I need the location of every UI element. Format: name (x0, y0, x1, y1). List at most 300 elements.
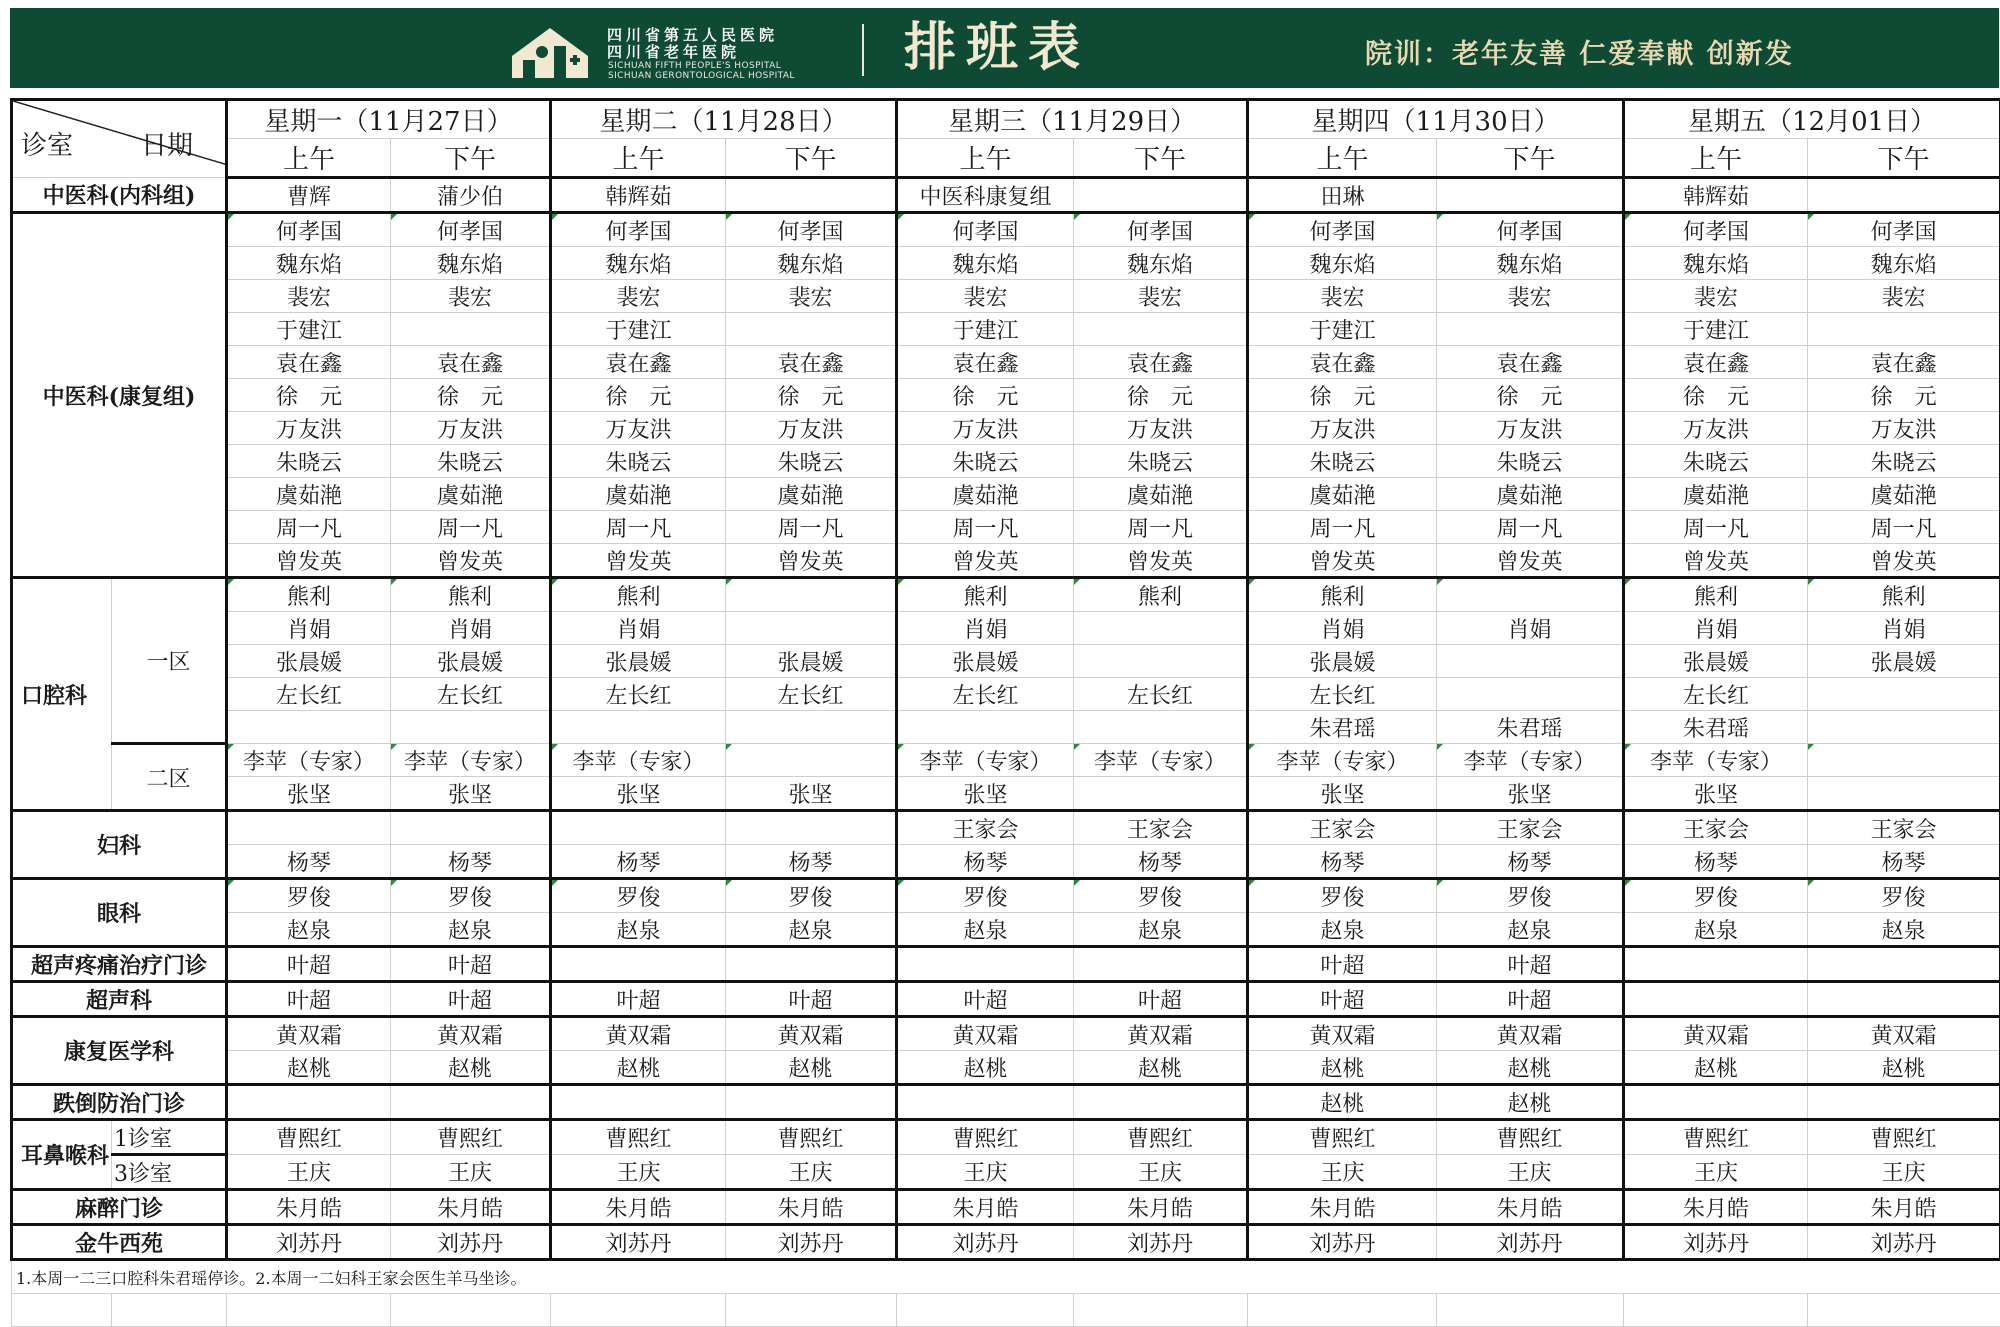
schedule-cell: 朱君瑶 (1248, 711, 1437, 744)
schedule-cell: 张坚 (726, 777, 897, 811)
schedule-cell (726, 578, 897, 612)
schedule-cell: 虞茹滟 (726, 478, 897, 511)
schedule-cell: 熊利 (227, 578, 391, 612)
schedule-cell: 赵桃 (1437, 1051, 1624, 1085)
schedule-cell: 何孝国 (726, 213, 897, 247)
schedule-cell: 赵泉 (897, 913, 1074, 947)
schedule-cell: 李苹（专家） (551, 744, 726, 777)
schedule-cell: 杨琴 (1074, 845, 1248, 879)
schedule-cell: 万友洪 (1074, 412, 1248, 445)
schedule-cell: 曾发英 (1624, 544, 1808, 578)
schedule-cell: 叶超 (1437, 947, 1624, 982)
schedule-cell: 魏东焰 (1074, 247, 1248, 280)
schedule-cell (1624, 947, 1808, 982)
schedule-cell: 张晨媛 (1624, 645, 1808, 678)
schedule-cell: 叶超 (1074, 982, 1248, 1017)
table-row (12, 178, 2000, 213)
department-cell: 中医科(内科组) (12, 178, 227, 213)
table-row (12, 478, 2000, 511)
schedule-cell: 张晨媛 (726, 645, 897, 678)
schedule-cell: 叶超 (391, 982, 551, 1017)
schedule-cell: 刘苏丹 (1074, 1225, 1248, 1260)
schedule-cell: 赵桃 (1248, 1051, 1437, 1085)
schedule-cell: 赵泉 (1624, 913, 1808, 947)
schedule-cell: 罗俊 (1437, 879, 1624, 913)
schedule-cell: 朱月皓 (391, 1190, 551, 1225)
schedule-cell (897, 947, 1074, 982)
schedule-cell: 虞茹滟 (1624, 478, 1808, 511)
schedule-cell: 曾发英 (1074, 544, 1248, 578)
table-row (12, 1017, 2000, 1051)
schedule-cell (1074, 313, 1248, 346)
schedule-cell: 朱月皓 (726, 1190, 897, 1225)
schedule-cell (1808, 313, 2000, 346)
day-header: 星期五（12月01日） (1624, 100, 2000, 139)
schedule-cell: 袁在鑫 (1624, 346, 1808, 379)
schedule-cell: 袁在鑫 (227, 346, 391, 379)
schedule-cell: 杨琴 (1248, 845, 1437, 879)
table-row (12, 412, 2000, 445)
schedule-cell: 何孝国 (897, 213, 1074, 247)
schedule-cell (551, 811, 726, 845)
schedule-cell: 中医科康复组 (897, 178, 1074, 213)
table-row (12, 1120, 2000, 1155)
schedule-cell: 徐 元 (1437, 379, 1624, 412)
schedule-cell: 袁在鑫 (391, 346, 551, 379)
schedule-cell: 王家会 (897, 811, 1074, 845)
schedule-cell (1808, 678, 2000, 711)
schedule-cell: 何孝国 (391, 213, 551, 247)
schedule-cell: 袁在鑫 (1248, 346, 1437, 379)
schedule-cell (1074, 1085, 1248, 1120)
schedule-cell: 左长红 (1624, 678, 1808, 711)
schedule-cell (551, 947, 726, 982)
table-row (12, 247, 2000, 280)
schedule-cell: 左长红 (391, 678, 551, 711)
schedule-cell: 朱月皓 (1808, 1190, 2000, 1225)
pm-header: 下午 (1074, 139, 1248, 178)
schedule-cell: 叶超 (227, 947, 391, 982)
schedule-cell: 黄双霜 (227, 1017, 391, 1051)
schedule-cell: 徐 元 (1808, 379, 2000, 412)
schedule-cell: 赵泉 (1808, 913, 2000, 947)
schedule-cell: 赵桃 (726, 1051, 897, 1085)
schedule-cell: 朱君瑶 (1437, 711, 1624, 744)
schedule-cell: 熊利 (1074, 578, 1248, 612)
schedule-cell: 叶超 (1248, 982, 1437, 1017)
schedule-cell (726, 313, 897, 346)
department-cell: 超声科 (12, 982, 227, 1017)
schedule-cell: 王家会 (1437, 811, 1624, 845)
schedule-cell: 叶超 (391, 947, 551, 982)
table-corner-cell (12, 100, 227, 178)
am-header: 上午 (897, 139, 1074, 178)
blank-cell (1624, 1294, 1808, 1327)
corner-date-label: 日期 (141, 125, 193, 162)
schedule-cell: 朱月皓 (897, 1190, 1074, 1225)
schedule-cell: 韩辉茹 (1624, 178, 1808, 213)
schedule-cell: 万友洪 (551, 412, 726, 445)
table-row (12, 879, 2000, 913)
day-header-row (12, 100, 2000, 139)
schedule-cell: 魏东焰 (897, 247, 1074, 280)
department-cell: 耳鼻喉科 (12, 1120, 112, 1190)
subsection-cell: 1诊室 (112, 1120, 227, 1155)
schedule-cell: 朱晓云 (1437, 445, 1624, 478)
blank-cell (112, 1294, 227, 1327)
schedule-cell: 万友洪 (1624, 412, 1808, 445)
schedule-cell: 刘苏丹 (1808, 1225, 2000, 1260)
table-row (12, 445, 2000, 478)
schedule-cell: 肖娟 (227, 612, 391, 645)
schedule-cell: 王庆 (551, 1155, 726, 1190)
department-cell: 中医科(康复组) (12, 213, 227, 578)
schedule-cell: 叶超 (1248, 947, 1437, 982)
schedule-cell: 曾发英 (1437, 544, 1624, 578)
am-header: 上午 (1248, 139, 1437, 178)
schedule-cell: 黄双霜 (897, 1017, 1074, 1051)
schedule-cell: 曹辉 (227, 178, 391, 213)
schedule-cell: 朱晓云 (1808, 445, 2000, 478)
schedule-cell: 魏东焰 (1248, 247, 1437, 280)
schedule-cell (1074, 612, 1248, 645)
schedule-cell: 周一凡 (1074, 511, 1248, 544)
table-row (12, 578, 2000, 612)
hospital-name-cn-1: 四川省第五人民医院 (607, 24, 778, 45)
schedule-cell (1074, 947, 1248, 982)
schedule-cell: 刘苏丹 (1437, 1225, 1624, 1260)
table-row (12, 744, 2000, 777)
note-row (12, 1260, 2000, 1294)
schedule-cell (1074, 777, 1248, 811)
hospital-name-en-2: SICHUAN GERONTOLOGICAL HOSPITAL (608, 71, 795, 81)
schedule-cell: 朱君瑶 (1624, 711, 1808, 744)
schedule-cell (1074, 711, 1248, 744)
schedule-cell: 王庆 (1248, 1155, 1437, 1190)
table-row (12, 1190, 2000, 1225)
schedule-cell: 王庆 (391, 1155, 551, 1190)
schedule-cell: 虞茹滟 (1074, 478, 1248, 511)
schedule-cell: 罗俊 (897, 879, 1074, 913)
schedule-cell (1808, 711, 2000, 744)
hospital-motto: 院训：老年友善 仁爱奉献 创新发 (1365, 32, 1794, 71)
blank-row (12, 1294, 2000, 1327)
schedule-cell: 肖娟 (1248, 612, 1437, 645)
table-row (12, 777, 2000, 811)
schedule-cell: 黄双霜 (1248, 1017, 1437, 1051)
schedule-cell: 杨琴 (227, 845, 391, 879)
schedule-cell: 袁在鑫 (551, 346, 726, 379)
schedule-cell: 熊利 (1624, 578, 1808, 612)
department-cell: 妇科 (12, 811, 227, 879)
schedule-cell: 万友洪 (1808, 412, 2000, 445)
schedule-cell: 肖娟 (1437, 612, 1624, 645)
schedule-cell: 刘苏丹 (1248, 1225, 1437, 1260)
schedule-cell: 朱晓云 (1248, 445, 1437, 478)
schedule-cell: 肖娟 (391, 612, 551, 645)
schedule-cell: 朱月皓 (1437, 1190, 1624, 1225)
schedule-cell: 杨琴 (897, 845, 1074, 879)
header-banner (10, 8, 1999, 88)
schedule-cell: 虞茹滟 (897, 478, 1074, 511)
schedule-cell: 虞茹滟 (551, 478, 726, 511)
schedule-cell (1624, 1085, 1808, 1120)
schedule-cell: 熊利 (1248, 578, 1437, 612)
schedule-cell: 黄双霜 (391, 1017, 551, 1051)
schedule-cell: 张坚 (1624, 777, 1808, 811)
schedule-cell: 黄双霜 (1074, 1017, 1248, 1051)
subsection-cell: 3诊室 (112, 1155, 227, 1190)
department-cell: 超声疼痛治疗门诊 (12, 947, 227, 982)
schedule-cell: 魏东焰 (227, 247, 391, 280)
schedule-cell: 何孝国 (1808, 213, 2000, 247)
schedule-cell: 罗俊 (391, 879, 551, 913)
schedule-sheet (10, 8, 1999, 1327)
schedule-cell: 曾发英 (227, 544, 391, 578)
department-cell: 麻醉门诊 (12, 1190, 227, 1225)
schedule-cell: 万友洪 (1437, 412, 1624, 445)
schedule-cell: 曹熙红 (1248, 1120, 1437, 1155)
half-day-header-row (12, 139, 2000, 178)
schedule-cell: 王庆 (726, 1155, 897, 1190)
pm-header: 下午 (726, 139, 897, 178)
schedule-cell: 李苹（专家） (1248, 744, 1437, 777)
schedule-cell (551, 1085, 726, 1120)
schedule-cell: 张坚 (391, 777, 551, 811)
schedule-cell: 韩辉茹 (551, 178, 726, 213)
schedule-cell: 王庆 (1437, 1155, 1624, 1190)
schedule-cell (726, 947, 897, 982)
schedule-cell (1437, 313, 1624, 346)
schedule-cell: 黄双霜 (1624, 1017, 1808, 1051)
schedule-cell: 王家会 (1624, 811, 1808, 845)
schedule-cell: 万友洪 (726, 412, 897, 445)
schedule-cell: 王庆 (1808, 1155, 2000, 1190)
schedule-cell: 万友洪 (227, 412, 391, 445)
schedule-cell: 黄双霜 (551, 1017, 726, 1051)
pm-header: 下午 (1808, 139, 2000, 178)
schedule-cell: 徐 元 (391, 379, 551, 412)
schedule-cell (1808, 947, 2000, 982)
department-cell: 口腔科 (12, 578, 112, 811)
blank-cell (1074, 1294, 1248, 1327)
hospital-logo-icon (508, 22, 593, 80)
department-cell: 眼科 (12, 879, 227, 947)
schedule-cell: 张晨媛 (551, 645, 726, 678)
schedule-cell: 罗俊 (726, 879, 897, 913)
schedule-cell: 田琳 (1248, 178, 1437, 213)
table-row (12, 313, 2000, 346)
schedule-cell: 刘苏丹 (897, 1225, 1074, 1260)
schedule-cell: 裴宏 (227, 280, 391, 313)
schedule-cell: 左长红 (1248, 678, 1437, 711)
blank-cell (1437, 1294, 1624, 1327)
table-row (12, 612, 2000, 645)
schedule-cell: 赵泉 (1248, 913, 1437, 947)
table-row (12, 1225, 2000, 1260)
schedule-cell: 肖娟 (897, 612, 1074, 645)
schedule-cell: 刘苏丹 (1624, 1225, 1808, 1260)
schedule-cell: 叶超 (227, 982, 391, 1017)
day-header: 星期一（11月27日） (227, 100, 551, 139)
schedule-cell: 李苹（专家） (1624, 744, 1808, 777)
blank-cell (227, 1294, 391, 1327)
schedule-cell (726, 811, 897, 845)
schedule-cell (897, 711, 1074, 744)
schedule-cell: 刘苏丹 (227, 1225, 391, 1260)
footnote: 1.本周一二三口腔科朱君瑶停诊。2.本周一二妇科王家会医生羊马坐诊。 (12, 1260, 2000, 1294)
schedule-cell (1437, 578, 1624, 612)
schedule-cell: 周一凡 (897, 511, 1074, 544)
schedule-cell: 裴宏 (391, 280, 551, 313)
schedule-cell: 赵桃 (1808, 1051, 2000, 1085)
schedule-cell: 朱月皓 (1248, 1190, 1437, 1225)
schedule-cell: 朱晓云 (897, 445, 1074, 478)
schedule-cell: 朱月皓 (227, 1190, 391, 1225)
schedule-cell: 徐 元 (1624, 379, 1808, 412)
schedule-cell: 张晨媛 (897, 645, 1074, 678)
schedule-cell: 张坚 (1248, 777, 1437, 811)
schedule-cell: 万友洪 (897, 412, 1074, 445)
schedule-cell (391, 1085, 551, 1120)
schedule-cell: 周一凡 (1437, 511, 1624, 544)
schedule-cell: 张晨媛 (1808, 645, 2000, 678)
schedule-cell: 罗俊 (1624, 879, 1808, 913)
schedule-cell (1808, 777, 2000, 811)
schedule-cell: 曾发英 (1808, 544, 2000, 578)
schedule-cell: 魏东焰 (551, 247, 726, 280)
table-row (12, 811, 2000, 845)
schedule-cell (1808, 178, 2000, 213)
schedule-cell: 肖娟 (1624, 612, 1808, 645)
schedule-cell: 熊利 (391, 578, 551, 612)
schedule-cell: 刘苏丹 (726, 1225, 897, 1260)
schedule-cell: 万友洪 (1248, 412, 1437, 445)
schedule-cell (726, 1085, 897, 1120)
schedule-cell (1437, 645, 1624, 678)
schedule-cell: 王家会 (1074, 811, 1248, 845)
schedule-cell: 左长红 (897, 678, 1074, 711)
table-row (12, 913, 2000, 947)
schedule-cell (1074, 178, 1248, 213)
department-cell: 金牛西苑 (12, 1225, 227, 1260)
schedule-cell: 曹熙红 (227, 1120, 391, 1155)
schedule-cell: 裴宏 (897, 280, 1074, 313)
schedule-cell: 曹熙红 (1074, 1120, 1248, 1155)
schedule-cell: 徐 元 (726, 379, 897, 412)
schedule-cell: 朱晓云 (1074, 445, 1248, 478)
schedule-cell: 曾发英 (1248, 544, 1437, 578)
schedule-cell: 周一凡 (726, 511, 897, 544)
schedule-cell: 罗俊 (1248, 879, 1437, 913)
schedule-cell (391, 711, 551, 744)
schedule-cell (726, 612, 897, 645)
table-row (12, 1051, 2000, 1085)
schedule-cell: 张坚 (897, 777, 1074, 811)
schedule-cell: 曾发英 (391, 544, 551, 578)
schedule-cell: 刘苏丹 (551, 1225, 726, 1260)
schedule-cell: 裴宏 (551, 280, 726, 313)
schedule-cell: 裴宏 (1437, 280, 1624, 313)
day-header: 星期二（11月28日） (551, 100, 897, 139)
schedule-cell: 朱月皓 (1624, 1190, 1808, 1225)
schedule-cell: 叶超 (551, 982, 726, 1017)
schedule-cell: 朱晓云 (391, 445, 551, 478)
blank-cell (897, 1294, 1074, 1327)
schedule-cell: 周一凡 (1624, 511, 1808, 544)
schedule-cell: 杨琴 (726, 845, 897, 879)
schedule-cell: 罗俊 (551, 879, 726, 913)
schedule-cell: 赵泉 (1437, 913, 1624, 947)
schedule-cell: 裴宏 (1074, 280, 1248, 313)
schedule-cell: 袁在鑫 (1808, 346, 2000, 379)
schedule-cell: 黄双霜 (1808, 1017, 2000, 1051)
schedule-cell: 虞茹滟 (1437, 478, 1624, 511)
schedule-cell: 赵泉 (1074, 913, 1248, 947)
schedule-cell: 周一凡 (391, 511, 551, 544)
schedule-cell: 朱晓云 (1624, 445, 1808, 478)
schedule-cell: 曹熙红 (1624, 1120, 1808, 1155)
schedule-cell: 叶超 (897, 982, 1074, 1017)
schedule-cell: 赵桃 (1437, 1085, 1624, 1120)
schedule-cell: 赵泉 (391, 913, 551, 947)
schedule-cell: 袁在鑫 (1437, 346, 1624, 379)
blank-cell (726, 1294, 897, 1327)
schedule-cell (1808, 744, 2000, 777)
schedule-cell: 罗俊 (1808, 879, 2000, 913)
corner-room-label: 诊室 (21, 125, 73, 162)
blank-cell (12, 1294, 112, 1327)
schedule-cell (551, 711, 726, 744)
schedule-cell: 王家会 (1248, 811, 1437, 845)
blank-cell (1808, 1294, 2000, 1327)
hospital-name-en-1: SICHUAN FIFTH PEOPLE'S HOSPITAL (608, 61, 781, 71)
schedule-cell: 曾发英 (897, 544, 1074, 578)
schedule-cell: 熊利 (551, 578, 726, 612)
schedule-cell: 赵泉 (227, 913, 391, 947)
schedule-cell: 袁在鑫 (1074, 346, 1248, 379)
table-row (12, 1155, 2000, 1190)
schedule-cell: 左长红 (551, 678, 726, 711)
table-row (12, 213, 2000, 247)
schedule-cell: 张晨媛 (227, 645, 391, 678)
schedule-cell (227, 1085, 391, 1120)
schedule-cell: 黄双霜 (726, 1017, 897, 1051)
schedule-cell: 裴宏 (1624, 280, 1808, 313)
schedule-cell: 张坚 (1437, 777, 1624, 811)
blank-cell (391, 1294, 551, 1327)
schedule-cell: 魏东焰 (1437, 247, 1624, 280)
schedule-cell: 何孝国 (1248, 213, 1437, 247)
schedule-cell: 张晨媛 (1248, 645, 1437, 678)
schedule-cell: 赵泉 (551, 913, 726, 947)
schedule-cell: 袁在鑫 (897, 346, 1074, 379)
schedule-cell: 朱晓云 (551, 445, 726, 478)
schedule-cell: 魏东焰 (391, 247, 551, 280)
schedule-cell: 万友洪 (391, 412, 551, 445)
schedule-cell (897, 1085, 1074, 1120)
schedule-cell (1808, 982, 2000, 1017)
schedule-cell: 张坚 (551, 777, 726, 811)
am-header: 上午 (1624, 139, 1808, 178)
schedule-cell: 徐 元 (1248, 379, 1437, 412)
schedule-cell: 李苹（专家） (1074, 744, 1248, 777)
schedule-cell: 罗俊 (1074, 879, 1248, 913)
schedule-cell: 肖娟 (1808, 612, 2000, 645)
schedule-cell: 周一凡 (551, 511, 726, 544)
table-row (12, 982, 2000, 1017)
schedule-cell: 徐 元 (1074, 379, 1248, 412)
